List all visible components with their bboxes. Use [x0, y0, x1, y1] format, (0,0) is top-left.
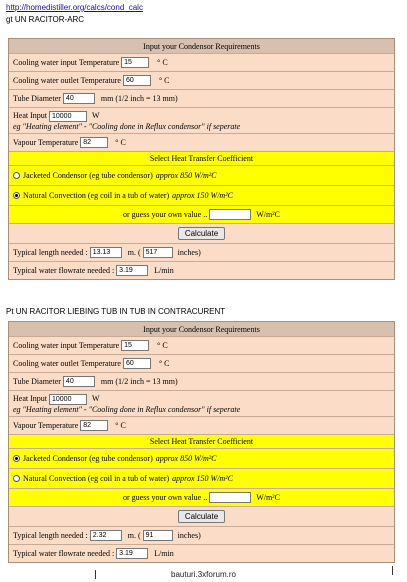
heat-input[interactable]: 10000	[49, 111, 87, 122]
cooling-out-label: Cooling water outlet Temperature	[13, 76, 121, 85]
guess-input[interactable]	[209, 209, 251, 220]
length-output[interactable]: 13.13	[90, 247, 122, 258]
heat-row	[9, 390, 394, 416]
tube-row	[9, 89, 394, 107]
jacketed-radio[interactable]	[13, 455, 20, 462]
unit-label: ° C	[158, 359, 170, 368]
length-inch-unit: inches)	[177, 248, 201, 257]
heat-note: eg "Heating element" - "Cooling done in Reflux condensor" if seperate	[13, 404, 241, 414]
guess-row	[9, 205, 394, 223]
natural-radio[interactable]	[13, 475, 20, 482]
heat-label: Heat Input	[13, 393, 47, 403]
length-row	[9, 526, 394, 544]
unit-label: ° C	[115, 138, 126, 147]
section-caption: gt UN RACITOR-ARC	[6, 15, 85, 24]
guess-row	[9, 488, 394, 506]
vapour-input[interactable]: 82	[80, 137, 108, 148]
coef-title: Select Heat Transfer Coefficient	[149, 154, 254, 163]
flow-unit: L/min	[154, 549, 174, 558]
tube-unit: mm (1/2 inch = 13 mm)	[100, 377, 178, 386]
tube-label: Tube Diameter	[13, 94, 61, 103]
jacketed-label: Jacketed Condensor (eg tube condensor)	[23, 454, 153, 463]
condenser-form	[8, 38, 395, 280]
coef-header	[9, 151, 394, 165]
jacketed-option[interactable]	[9, 448, 394, 468]
length-row	[9, 243, 394, 261]
guess-unit: W/m²C	[256, 210, 280, 219]
vapour-row	[9, 133, 394, 151]
guess-unit: W/m²C	[256, 493, 280, 502]
length-inch-unit: inches)	[177, 531, 201, 540]
coef-title: Select Heat Transfer Coefficient	[149, 437, 254, 446]
calculate-button[interactable]: Calculate	[178, 510, 225, 523]
tube-input[interactable]: 40	[63, 376, 95, 387]
cooling-in-label: Cooling water input Temperature	[13, 341, 120, 350]
length-label: Typical length needed :	[13, 248, 88, 257]
natural-label: Natural Convection (eg coil in a tub of water)	[23, 474, 170, 483]
cooling-out-label: Cooling water outlet Temperature	[13, 359, 121, 368]
natural-approx: approx 150 W/m²C	[172, 191, 233, 200]
vapour-row	[9, 416, 394, 434]
heat-note: eg "Heating element" - "Cooling done in Reflux condensor" if seperate	[13, 121, 241, 131]
length-output[interactable]: 2.32	[90, 530, 122, 541]
requirements-header	[9, 39, 394, 53]
cooling-out-input[interactable]: 60	[123, 75, 151, 86]
jacketed-radio[interactable]	[13, 172, 20, 179]
cooling-in-row	[9, 53, 394, 71]
flow-label: Typical water flowrate needed :	[13, 549, 115, 558]
natural-label: Natural Convection (eg coil in a tub of water)	[23, 191, 170, 200]
source-link[interactable]: http://homedistiller.org/calcs/cond_calc	[6, 3, 143, 12]
length-unit: m. (	[127, 248, 141, 257]
calculate-button[interactable]: Calculate	[178, 227, 225, 240]
flow-label: Typical water flowrate needed :	[13, 266, 115, 275]
length-inch-output[interactable]: 517	[143, 247, 173, 258]
unit-label: ° C	[158, 76, 170, 85]
flow-output[interactable]: 3.19	[116, 265, 148, 276]
length-unit: m. (	[127, 531, 141, 540]
guess-input[interactable]	[209, 492, 251, 503]
vapour-label: Vapour Temperature	[13, 421, 79, 430]
watermark-text: bauturi.3xforum.ro	[171, 570, 236, 579]
heat-unit: W	[92, 393, 100, 403]
length-label: Typical length needed :	[13, 531, 88, 540]
tube-input[interactable]: 40	[63, 93, 95, 104]
condenser-form	[8, 321, 395, 563]
flow-output[interactable]: 3.19	[116, 548, 148, 559]
cooling-in-row	[9, 336, 394, 354]
calculate-row	[9, 506, 394, 526]
natural-approx: approx 150 W/m²C	[172, 474, 233, 483]
cooling-out-input[interactable]: 60	[123, 358, 151, 369]
heat-input[interactable]: 10000	[49, 394, 87, 405]
guess-label: or guess your own value ..	[123, 493, 208, 502]
length-inch-output[interactable]: 91	[143, 530, 173, 541]
unit-label: ° C	[157, 58, 168, 67]
cooling-in-input[interactable]: 15	[121, 57, 149, 68]
cooling-out-row	[9, 354, 394, 372]
heat-unit: W	[92, 110, 100, 120]
section-caption: Pt UN RACITOR LIEBING TUB IN TUB IN CONTRACURENT	[6, 307, 226, 316]
vapour-input[interactable]: 82	[80, 420, 108, 431]
requirements-header	[9, 322, 394, 336]
natural-radio[interactable]	[13, 192, 20, 199]
guess-label: or guess your own value ..	[123, 210, 208, 219]
flow-row	[9, 261, 394, 279]
cooling-in-label: Cooling water input Temperature	[13, 58, 120, 67]
jacketed-approx: approx 850 W/m²C	[155, 171, 217, 180]
tube-row	[9, 372, 394, 390]
requirements-title: Input your Condensor Requirements	[143, 324, 260, 334]
natural-option[interactable]	[9, 468, 394, 488]
jacketed-approx: approx 850 W/m²C	[155, 454, 217, 463]
tube-unit: mm (1/2 inch = 13 mm)	[100, 94, 178, 103]
jacketed-label: Jacketed Condensor (eg tube condensor)	[23, 171, 153, 180]
cooling-out-row	[9, 71, 394, 89]
vapour-label: Vapour Temperature	[13, 138, 79, 147]
unit-label: ° C	[115, 421, 126, 430]
unit-label: ° C	[157, 341, 168, 350]
natural-option[interactable]	[9, 185, 394, 205]
jacketed-option[interactable]	[9, 165, 394, 185]
heat-row	[9, 107, 394, 133]
coef-header	[9, 434, 394, 448]
calculate-row	[9, 223, 394, 243]
flow-row	[9, 544, 394, 562]
heat-label: Heat Input	[13, 110, 47, 120]
requirements-title: Input your Condensor Requirements	[143, 41, 260, 51]
watermark-footer	[0, 568, 407, 582]
cooling-in-input[interactable]: 15	[121, 340, 149, 351]
tube-label: Tube Diameter	[13, 377, 61, 386]
flow-unit: L/min	[154, 266, 174, 275]
